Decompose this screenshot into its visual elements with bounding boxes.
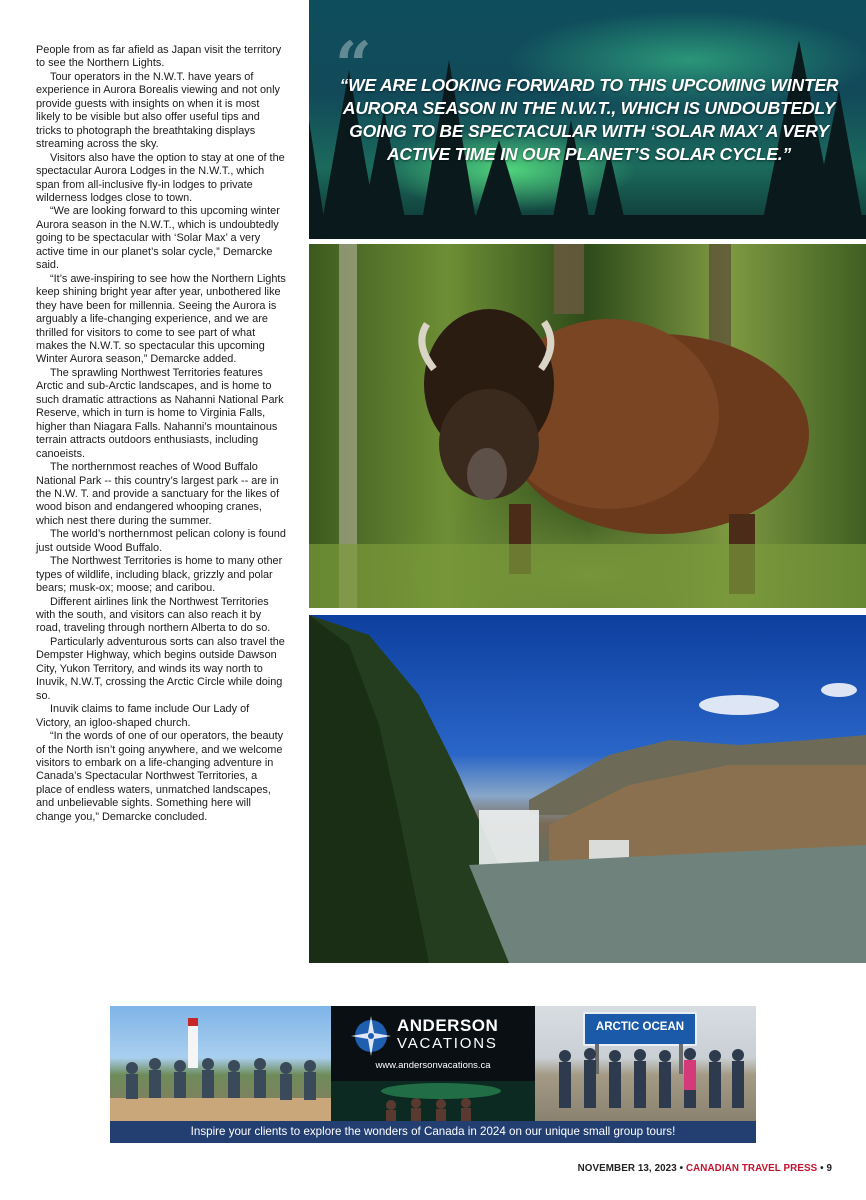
brand-name: ANDERSON: [397, 1016, 499, 1035]
publication-name: CANADIAN TRAVEL PRESS: [685, 1163, 818, 1174]
article-paragraph: The world’s northernmost pelican colony is found just outside Wood Buffalo.: [36, 528, 286, 554]
pull-quote: “WE ARE LOOKING FORWARD TO THIS UPCOMING WINTER AURORA SEASON IN THE N.W.T., WHICH IS UNDOUBTEDLY GOING TO BE SPECTACULAR WITH ‘SOLAR MAX’ A VERY ACTIVE TIME IN OUR PLANET’S SOLAR CYCLE.”: [339, 75, 839, 164]
article-paragraph: Tour operators in the N.W.T. have years of experience in Aurora Borealis viewing and not only provide guests with insights on when it is most likely to be visible but also offer useful tips and tricks to photograph the breathtaking displays streaming across the sky.: [36, 70, 280, 151]
anderson-vacations-ad[interactable]: [110, 1006, 756, 1143]
footer-separator: •: [817, 1163, 827, 1174]
brand-subtitle: VACATIONS: [397, 1035, 498, 1052]
group-illustration: [535, 1006, 756, 1121]
falls-illustration: [309, 615, 866, 963]
article-paragraph: The northernmost reaches of Wood Buffalo National Park -- this country’s largest park -- are in the N.W. T. and provide a sanctuary for the likes of wood bison and endangered whooping cranes, which nest there during the summer.: [36, 461, 280, 527]
footer-separator: •: [676, 1163, 686, 1174]
page-number: 9: [826, 1163, 832, 1174]
article-paragraph: The sprawling Northwest Territories features Arctic and sub-Arctic landscapes, and is home to such dramatic attractions as Nahanni National Park Reserve, which in turn is home to Virginia Falls, higher than Niagara Falls. Nahanni’s mountainous terrain attracts outdoors enthusiasts, including canoeists.: [36, 366, 284, 460]
page-footer: [578, 1163, 832, 1174]
article-body: [36, 44, 286, 824]
article-paragraph: People from as far afield as Japan visit the territory to see the Northern Lights.: [36, 44, 282, 70]
arctic-ocean-sign: ARCTIC OCEAN: [583, 1012, 697, 1046]
article-paragraph: Different airlines link the Northwest Territories with the south, and visitors can also reach it by road, traveling through northern Alberta to do so.: [36, 595, 271, 635]
aurora-group-illustration: [331, 1081, 535, 1121]
article-paragraph: The Northwest Territories is home to many other types of wildlife, including black, grizzly and polar bears; musk-ox; moose; and caribou.: [36, 555, 283, 595]
bison-illustration: [309, 244, 866, 608]
quote-mark-icon: “: [335, 28, 372, 103]
bison-photo: [309, 244, 866, 608]
article-paragraph: Inuvik claims to fame include Our Lady of Victory, an igloo-shaped church.: [36, 703, 250, 729]
ad-photo-group-lighthouse: [110, 1006, 331, 1121]
brand-url-link[interactable]: www.andersonvacations.ca: [375, 1060, 491, 1071]
article-paragraph: “It’s awe-inspiring to see how the Northern Lights keep shining bright year after year, unbothered like they have been for millennia. Seeing the Aurora is arguably a life-changing experience, and we are thrilled for visitors to come to see part of what makes the N.W.T. so spectacular this upcoming Winter Aurora season,” Demarcke added.: [36, 272, 286, 366]
article-paragraph: “In the words of one of our operators, the beauty of the North isn’t going anywhere, and we welcome visitors to embark on a life-changing adventure in Canada’s Spectacular Northwest Territories, a place of endless waters, unmatched landscapes, and unbelievable sights. Something here will change you,” Demarcke concluded.: [36, 730, 284, 823]
article-paragraph: “We are looking forward to this upcoming winter Aurora season in the N.W.T., which is undoubtedly going to be spectacular with ‘Solar Max’ a very active time in our planet’s solar cycle,” Demarcke said.: [36, 205, 280, 272]
ad-brand-panel: [331, 1006, 535, 1121]
issue-date: NOVEMBER 13, 2023: [577, 1163, 677, 1174]
aurora-photo: [309, 0, 866, 239]
article-paragraph: Particularly adventurous sorts can also travel the Dempster Highway, which begins outside Dawson City, Yukon Territory, and winds its way north to Inuvik, N.W.T, crossing the Arctic Circle while doing so.: [36, 635, 285, 702]
falls-photo: [309, 615, 866, 963]
compass-star-icon: [349, 1014, 393, 1058]
lighthouse-illustration: [110, 1006, 331, 1121]
ad-tagline: Inspire your clients to explore the wonders of Canada in 2024 on our unique small group tours!: [110, 1121, 756, 1143]
ad-photo-arctic-ocean-sign: [535, 1006, 756, 1121]
article-paragraph: Visitors also have the option to stay at one of the spectacular Aurora Lodges in the N.W.T., which span from all-inclusive fly-in lodges to private wilderness lodges close to town.: [36, 151, 285, 204]
